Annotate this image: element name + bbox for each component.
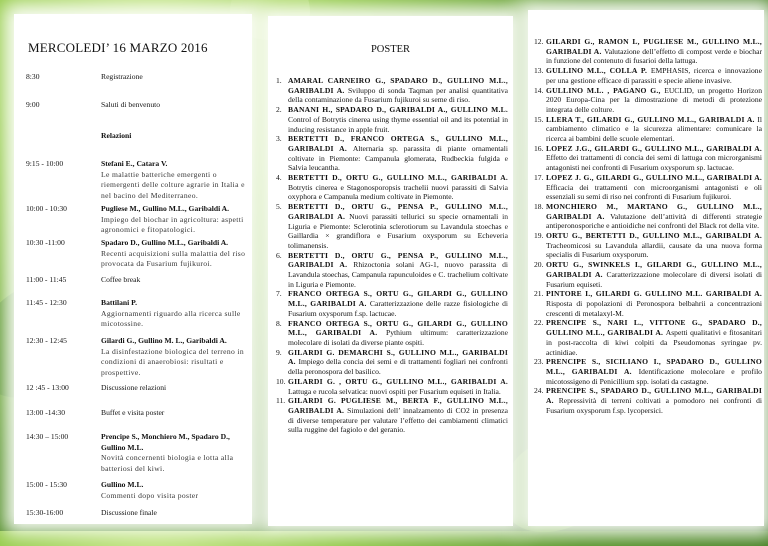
poster-authors: GILARDI G. PUGLIESE M., BERTA F., GULLINO M.L., GARIBALDI A. xyxy=(288,396,508,415)
talk-title: Relazioni xyxy=(101,131,132,140)
schedule-description xyxy=(101,238,251,270)
talk-title: Impiego del biochar in agricoltura: aspetti agronomici e fitopatologici. xyxy=(101,214,244,234)
poster-item xyxy=(534,318,762,357)
poster-authors: BERTETTI D., ORTU G., GULLINO M.L., GARIBALDI A. xyxy=(288,173,508,183)
poster-number: 22. xyxy=(534,318,544,328)
poster-title-text: Effetto dei trattamenti di concia dei semi di lattuga con microrganismi antagonisti nei confronti di Fusarium oxysporum sp. lactucae. xyxy=(546,153,762,173)
poster-number: 3. xyxy=(276,134,282,144)
poster-number: 5. xyxy=(276,202,282,212)
speaker-names: Gullino M.L. xyxy=(101,480,144,489)
poster-number: 6. xyxy=(276,250,282,260)
poster-item xyxy=(534,260,762,289)
poster-authors: PRENCIPE S., SPADARO D., GULLINO M.L., GARIBALDI A. xyxy=(546,386,762,406)
poster-item xyxy=(534,115,762,144)
poster-item xyxy=(276,377,508,396)
poster-list xyxy=(276,76,508,435)
poster-authors: BANANI H., SPADARO D., GARIBALDI A., GULLINO M.L. xyxy=(288,105,508,115)
poster-number: 17. xyxy=(534,172,544,182)
poster-authors: GULLINO M.L., COLLA P. xyxy=(546,66,651,76)
speaker-names: Stefani E., Catara V. xyxy=(101,159,168,168)
poster-title-text: Botrytis cinerea e Stagonosporopsis trachelii nuovi parassiti di Salvia oxyphora e Campanula medium coltivate in Piemonte. xyxy=(288,182,508,202)
schedule-time: 12:30 - 12:45 xyxy=(26,336,67,345)
poster-number: 23. xyxy=(534,357,544,367)
poster-authors: GILARDI G. DEMARCHI S., GULLINO M.L., GARIBALDI A. xyxy=(288,347,508,367)
poster-authors: LOPEZ J. G., GILARDI G., GULLINO M.L., GARIBALDI A. xyxy=(546,172,762,182)
poster-authors: LLERA T., GILARDI G., GULLINO M.L., GARIBALDI A. xyxy=(546,114,758,124)
poster-number: 8. xyxy=(276,318,282,328)
poster-item xyxy=(534,289,762,318)
poster-authors: ORTU G., SWINKELS I., GILARDI G., GULLINO M.L., GARIBALDI A. xyxy=(546,260,762,279)
schedule-description xyxy=(101,383,251,394)
poster-title-text: EUCLID, un progetto Horizon 2020 Europa-Cina per la dimostrazione di metodi di protezione integrata delle colture. xyxy=(546,85,762,114)
poster-authors: BERTETTI D., FRANCO ORTEGA S., GULLINO M.L., GARIBALDI A. xyxy=(288,134,508,153)
poster-item xyxy=(276,76,508,105)
poster-item xyxy=(276,348,508,377)
poster-title-text: Repressività di terreni coltivati a pomodoro nei confronti di Fusarium oxysporum f.sp. lycopersici. xyxy=(546,396,762,415)
poster-number: 4. xyxy=(276,173,282,183)
talk-title: Aggiornamenti riguardo alla ricerca sulle micotossine. xyxy=(101,308,241,328)
schedule-time: 13:00 -14:30 xyxy=(26,408,66,417)
poster-title-text: Pythium ultimum: caratterizzazione molecolare di isolati da diverse piante ospiti. xyxy=(288,328,508,347)
schedule-time: 11:45 - 12:30 xyxy=(26,298,67,307)
poster-item xyxy=(534,86,762,115)
schedule-description xyxy=(101,480,251,501)
poster-title-text: Caratterizzazione molecolare di diversi isolati di Fusarium equiseti. xyxy=(546,269,762,289)
talk-title: Registrazione xyxy=(101,72,143,81)
poster-item xyxy=(276,105,508,134)
poster-item xyxy=(534,231,762,260)
poster-title-text: Risposta di popolazioni di Peronospora belbahrii a concentrazioni crescenti di metalaxyl-M. xyxy=(546,298,762,318)
talk-title: Commenti dopo visita poster xyxy=(101,490,199,500)
poster-number: 21. xyxy=(534,289,544,299)
schedule-description xyxy=(101,159,251,201)
poster-title-text: Rhizoctonia solani AG-1, nuovo parassita di Lavandula stoechas, Campanula rapunculoides e C. trachelium coltivate in Liguria e Piemonte. xyxy=(288,260,508,289)
schedule-description xyxy=(101,432,251,474)
schedule-description xyxy=(101,275,251,286)
poster-title-text: Simulazioni dell’ innalzamento di CO2 in presenza di diverse temperature per valutare l’effetto dei cambiamenti climatici sulla ruggine del fagiolo e del geranio. xyxy=(288,405,508,435)
poster-number: 19. xyxy=(534,231,544,241)
poster-number: 24. xyxy=(534,386,544,396)
schedule-description xyxy=(101,298,251,330)
schedule-description xyxy=(101,408,251,419)
poster-title-text: Efficacia dei trattamenti con microorganismi antagonisti e oli essenziali su semi di riso nei confronti di Fusarium fujikuroi. xyxy=(546,182,762,202)
schedule-time: 9:00 xyxy=(26,100,40,109)
poster-authors: AMARAL CARNEIRO G., SPADARO D., GULLINO M.L., GARIBALDI A. xyxy=(288,76,508,95)
poster-authors: BERTETTI D., ORTU G., PENSA P., GULLINO M.L., GARIBALDI A. xyxy=(288,202,508,221)
talk-title: Novità concernenti biologia e lotta alla batteriosi del kiwi. xyxy=(101,453,234,473)
poster-item xyxy=(276,251,508,290)
poster-item xyxy=(276,202,508,251)
talk-title: Coffee break xyxy=(101,275,141,284)
poster-number: 16. xyxy=(534,143,544,153)
poster-title-text: Tracheomicosi su Lavandula allardii, causate da una nuova forma specialis di Fusarium oxysporum. xyxy=(546,240,762,260)
poster-authors: GULLINO M.L. , PAGANO G., xyxy=(546,85,665,95)
poster-title-text: Sviluppo di sonda Taqman per analisi quantitativa della contaminazione da Fusarium fujikuroi su seme di riso. xyxy=(288,85,508,105)
poster-number: 1. xyxy=(276,76,282,85)
talk-title: Le malattie batteriche emergenti o riemergenti delle colture agrarie in Italia e nel bacino del Mediterraneo. xyxy=(101,169,245,200)
speaker-names: Battilani P. xyxy=(101,298,138,307)
poster-title-text: Aspetti qualitativi e fitosanitari in post-raccolta di kiwi colpiti da Pseudomonas syringae pv. actinidiae. xyxy=(546,328,762,357)
poster-authors: PRENCIPE S., SICILIANO I., SPADARO D., GULLINO M.L., GARIBALDI A. xyxy=(546,357,762,376)
talk-title: Buffet e visita poster xyxy=(101,408,165,417)
poster-title-text: Impiego della concia dei semi e di trattamenti fogliari nei confronti della peronospora del basilico. xyxy=(288,357,508,377)
poster-authors: GILARDI G., RAMON L, PUGLIESE M., GULLINO M.L., GARIBALDI A. xyxy=(546,37,762,56)
poster-number: 2. xyxy=(276,105,282,115)
schedule-time: 9:15 - 10:00 xyxy=(26,159,64,168)
poster-item xyxy=(276,396,508,435)
poster-authors: BERTETTI D., ORTU G., PENSA P., GULLINO M.L., GARIBALDI A. xyxy=(288,250,508,270)
poster-item xyxy=(534,144,762,173)
poster-number: 7. xyxy=(276,289,282,299)
talk-title: La disinfestazione biologica del terreno in condizioni di anaerobiosi: risultati e prospettive. xyxy=(101,346,245,377)
talk-title: Discussione finale xyxy=(101,508,157,517)
poster-title-text: Valutazione dell’attività di differenti strategie antiperonosporiche e antioidiche nei confronti del Black rot della vite. xyxy=(546,211,762,231)
schedule-time: 10:00 - 10:30 xyxy=(26,204,67,213)
poster-number: 18. xyxy=(534,201,544,211)
poster-title-text: Valutazione dell’effetto di compost verde e biochar in funzione del contenuto di fusarioi della lattuga. xyxy=(546,46,762,66)
poster-number: 20. xyxy=(534,260,544,270)
schedule-time: 10:30 -11:00 xyxy=(26,238,65,247)
schedule-time: 11:00 - 11:45 xyxy=(26,275,67,284)
poster-number: 9. xyxy=(276,347,282,357)
poster-title-text: Control of Botrytis cinerea using thyme essential oil and its potential in inducing resistance in apple fruit. xyxy=(288,114,508,134)
poster-panel xyxy=(268,16,513,526)
poster-item xyxy=(276,289,508,318)
poster-title-text: Caratterizzazione delle razze fisiologiche di Fusarium oxysporum f.sp. lactucae. xyxy=(288,299,508,318)
poster-authors: FRANCO ORTEGA S., ORTU G., GILARDI G., GULLINO M.L., GARIBALDI A. xyxy=(288,289,508,309)
poster-item xyxy=(534,173,762,202)
schedule-description xyxy=(101,100,251,111)
speaker-names: Prencipe S., Monchiero M., Spadaro D., Gullino M.L. xyxy=(101,432,230,452)
poster-number: 12. xyxy=(534,37,544,46)
program-panel xyxy=(14,14,252,524)
poster-title: POSTER xyxy=(370,44,411,55)
speaker-names: Spadaro D., Gullino M.L., Garibaldi A. xyxy=(101,238,229,247)
poster-title-text: Il cambiamento climatico e la sicurezza alimentare: comunicare la ricerca ai bambini delle scuole elementari. xyxy=(546,114,762,144)
poster-item xyxy=(534,202,762,231)
poster-item xyxy=(276,173,508,202)
schedule-description xyxy=(101,131,251,142)
poster-title-text: Nuovi parassiti tellurici su specie ornamentali in Liguria e Piemonte: Sclerotinia sclerotiorum su Lavandula stoechas e Gaillardia × grandiflora e Fusarium oxysporum su Echeveria tolimanensis. xyxy=(288,211,508,250)
poster-authors: PRENCIPE S., NARI L., VITTONE G., SPADARO D., GULLINO M.L., GARIBALDI A. xyxy=(546,318,762,338)
talk-title: Discussione relazioni xyxy=(101,383,167,392)
poster-number: 10. xyxy=(276,376,286,386)
poster-title-text: Lattuga e rucola selvatica: nuovi ospiti per Fusarium equiseti in Italia. xyxy=(288,386,501,396)
schedule-description xyxy=(101,508,251,519)
schedule-description xyxy=(101,204,251,236)
poster-number: 13. xyxy=(534,66,544,76)
talk-title: Recenti acquisizioni sulla malattia del riso provocata da Fusarium fujikuroi. xyxy=(101,248,246,268)
poster-item xyxy=(534,357,762,386)
poster-number: 14. xyxy=(534,85,544,95)
poster-title-text: Identificazione molecolare e profilo micotossigeno di Penicillium spp. isolati da castagne. xyxy=(546,366,762,386)
schedule-time: 15:30-16:00 xyxy=(26,508,64,517)
poster-panel-continued xyxy=(528,10,764,526)
poster-list-continued xyxy=(534,37,762,415)
schedule-description xyxy=(101,72,251,83)
speaker-names: Gilardi G., Gullino M. L., Garibaldi A. xyxy=(101,336,227,345)
poster-title-text: Alternaria sp. parassita di piante ornamentali coltivate in Piemonte: Campanula glomerata, Rudbeckia fulgida e Salvia leucantha. xyxy=(288,143,508,173)
poster-item xyxy=(276,319,508,348)
poster-item xyxy=(534,66,762,85)
poster-authors: ORTU G., BERTETTI D., GULLINO M.L., GARIBALDI A. xyxy=(546,231,762,241)
poster-title-text: EMPHASIS, ricerca e innovazione per una gestione efficace di parassiti e specie aliene invasive. xyxy=(546,66,762,85)
schedule-time: 8:30 xyxy=(26,72,40,81)
schedule-time: 14:30 – 15:00 xyxy=(26,432,69,441)
poster-number: 11. xyxy=(276,396,286,406)
poster-number: 15. xyxy=(534,114,544,124)
poster-authors: PINTORE I., GILARDI G. GULLINO M.L. GARIBALDI A. xyxy=(546,289,762,299)
speaker-names: Pugliese M., Gullino M.L., Garibaldi A. xyxy=(101,204,230,213)
day-title: MERCOLEDI’ 16 MARZO 2016 xyxy=(28,40,208,55)
schedule-description xyxy=(101,336,251,378)
schedule-time: 15:00 - 15:30 xyxy=(26,480,67,489)
talk-title: Saluti di benvenuto xyxy=(101,100,161,109)
poster-authors: GILARDI G. , ORTU G., GULLINO M.L., GARIBALDI A. xyxy=(288,376,508,386)
poster-item xyxy=(534,386,762,415)
poster-authors: MONCHIERO M., MARTANO G., GULLINO M.L., GARIBALDI A. xyxy=(546,201,762,221)
poster-authors: LOPEZ J.G., GILARDI G., GULLINO M.L., GARIBALDI A. xyxy=(546,143,762,153)
schedule-time: 12 :45 - 13:00 xyxy=(26,383,69,392)
poster-item xyxy=(534,37,762,66)
poster-item xyxy=(276,134,508,173)
poster-authors: FRANCO ORTEGA S., ORTU G., GILARDI G., GULLINO M.L., GARIBALDI A. xyxy=(288,318,508,338)
